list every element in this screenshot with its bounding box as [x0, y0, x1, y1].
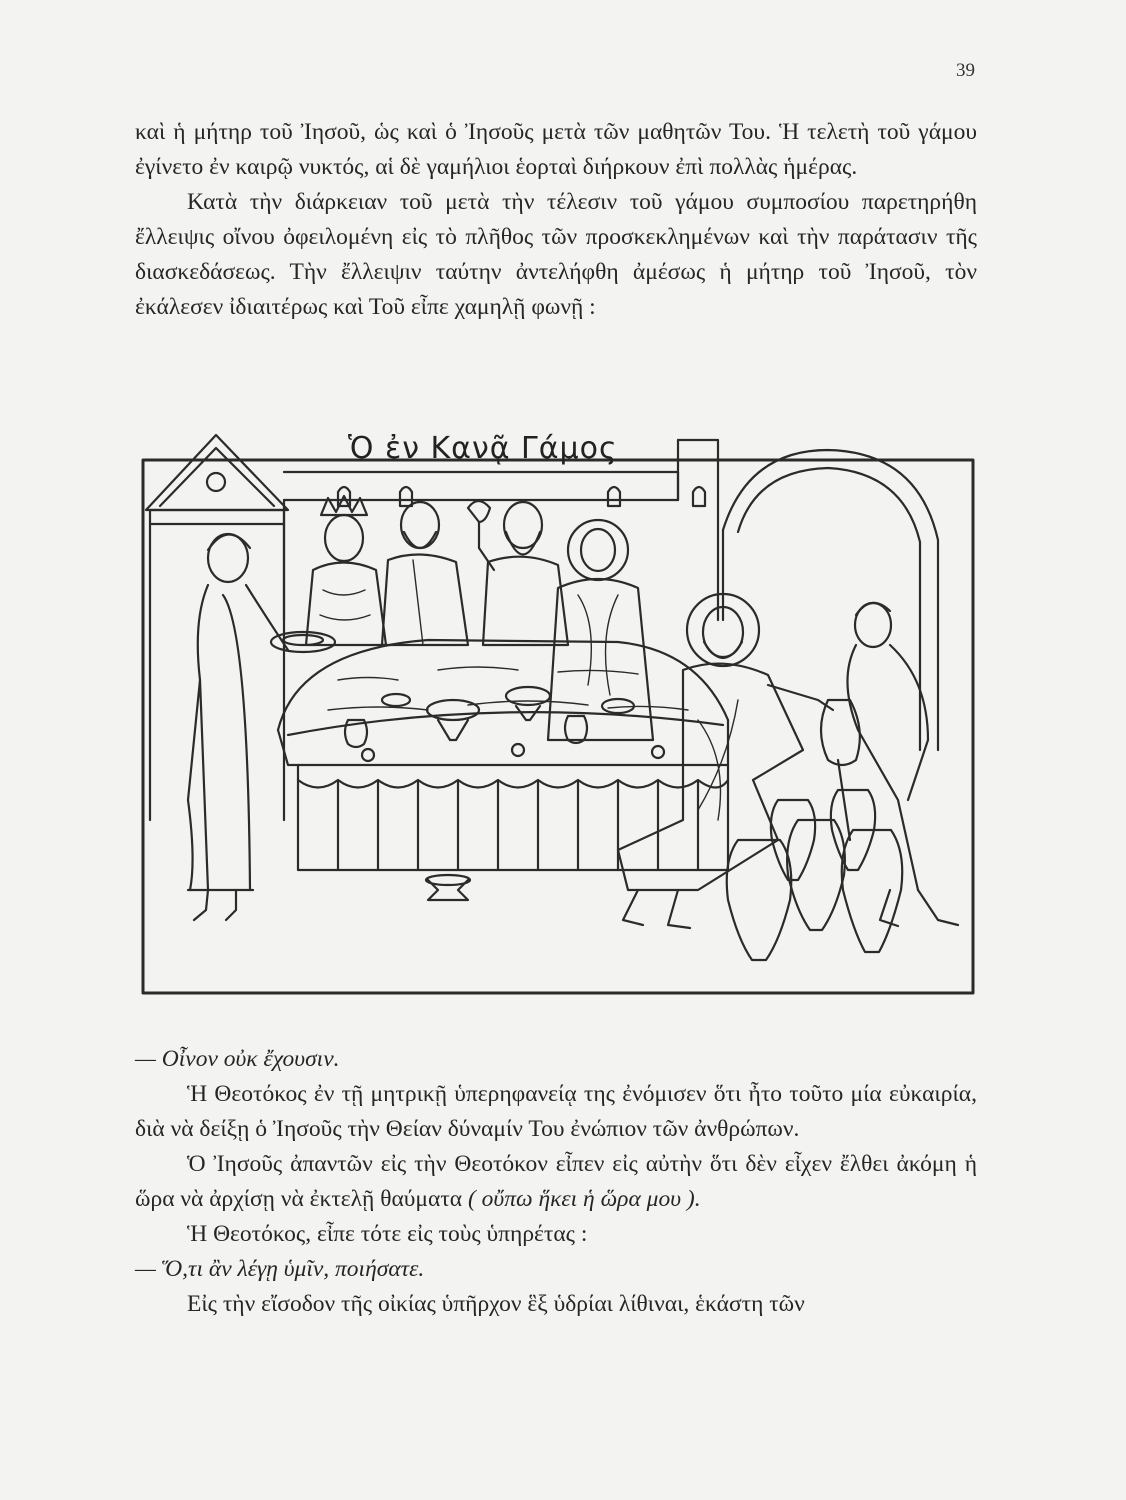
illustration-title: Ὁ ἐν Κανᾷ Γάμος [348, 431, 618, 466]
page-number: 39 [956, 60, 975, 81]
elder-with-cup [468, 501, 568, 645]
paragraph-3: Ἡ Θεοτόκος ἐν τῇ μητρικῇ ὑπερηφανείᾳ της ἐνόμισεν ὅτι ἦτο τοῦτο μία εὐκαιρία, διὰ νὰ δείξῃ ὁ Ἰησοῦς τὴν Θείαν δύναμίν Του ἐνώπιον τῶν ἀνθρώπων. [135, 1081, 977, 1142]
back-wall [284, 440, 718, 620]
paragraph-1: καὶ ἡ μήτηρ τοῦ Ἰησοῦ, ὡς καὶ ὁ Ἰησοῦς μετὰ τῶν μαθητῶν Του. Ἡ τελετὴ τοῦ γάμου ἐγίνετο ἐν καιρῷ νυκτός, αἱ δὲ γαμήλιοι ἑορταὶ διήρκουν ἐπὶ πολλὰς ἡμέρας. [135, 119, 977, 180]
dialogue-line-1: — Οἶνον οὐκ ἔχουσιν. [135, 1046, 340, 1072]
cana-wedding-illustration [138, 420, 978, 1000]
paragraph-4 [135, 1147, 977, 1217]
illustration-drawing [138, 420, 978, 1000]
paragraph-6: Εἰς τὴν εἴσοδον τῆς οἰκίας ὑπῆρχον ἓξ ὑδρίαι λίθιναι, ἑκάστη τῶν [187, 1291, 805, 1317]
left-building [146, 435, 288, 820]
dialogue-line-2: — Ὅ,τι ἂν λέγῃ ὑμῖν, ποιήσατε. [135, 1256, 425, 1282]
banquet-table [278, 640, 728, 900]
right-arch [723, 450, 938, 750]
paragraph-5: Ἡ Θεοτόκος, εἶπε τότε εἰς τοὺς ὑπηρέτας : [187, 1221, 588, 1247]
crowned-figure [306, 496, 386, 645]
paragraph-4-main: Ὁ Ἰησοῦς ἀπαντῶν εἰς τὴν Θεοτόκον εἶπεν εἰς αὐτὴν ὅτι δὲν εἶχεν ἔλθει ἀκόμη ἡ ὥρα νὰ ἀρχίσῃ νὰ ἐκτελῇ θαύματα [135, 1151, 977, 1212]
paragraph-2: Κατὰ τὴν διάρκειαν τοῦ μετὰ τὴν τέλεσιν τοῦ γάμου συμποσίου παρετηρήθη ἔλλειψις οἴνου ὀφειλομένη εἰς τὸ πλῆθος τῶν προσκεκλημένων καὶ τὴν παράτασιν τῆς διασκεδάσεως. Τὴν ἔλλειψιν ταύτην ἀντελήφθη ἀμέσως ἡ μήτηρ τοῦ Ἰησοῦ, τὸν ἐκάλεσεν ἰδιαιτέρως καὶ Τοῦ εἶπε χαμηλῇ φωνῇ : [135, 189, 977, 320]
bottom-text-block [135, 1042, 977, 1322]
water-jars [727, 790, 903, 960]
top-text-block [135, 115, 977, 325]
bearded-figure [382, 502, 468, 645]
paragraph-4-quote: ( οὔπω ἥκει ἡ ὥρα μου ). [467, 1186, 701, 1212]
left-servant [188, 534, 335, 920]
christ-figure [618, 594, 833, 928]
